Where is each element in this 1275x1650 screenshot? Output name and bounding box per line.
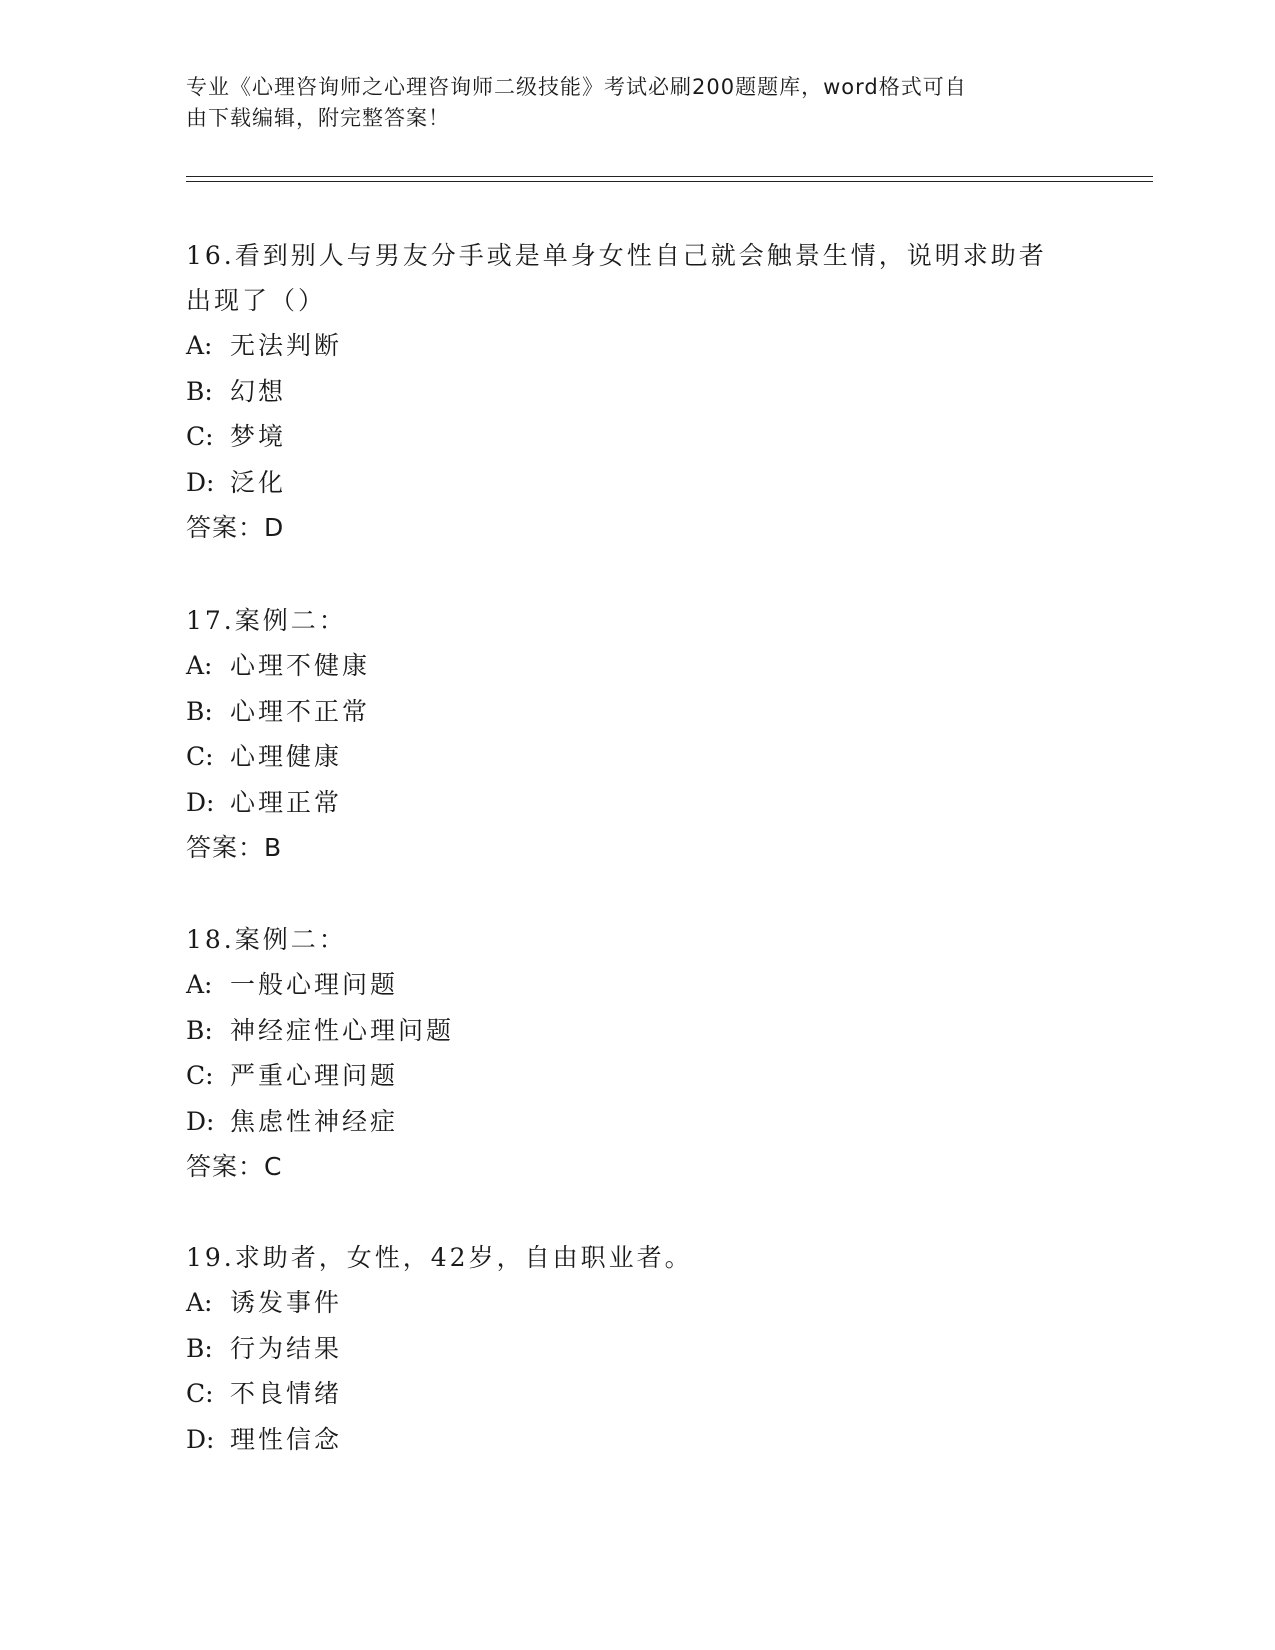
option-letter: D: [186,787,215,817]
option-a [186,962,1086,1008]
question-title [186,917,1086,962]
option-text: 一般心理问题 [230,970,399,999]
question-text-line-1: 求助者，女性，42岁，自由职业者。 [234,1243,693,1272]
answer-line: 答案：C [186,1152,283,1181]
question-number: 16. [186,241,235,270]
option-letter: C: [186,742,214,771]
question-text-line-1: 案例二： [234,606,347,635]
option-text: 心理正常 [230,787,343,817]
answer-line: 答案：D [186,513,285,542]
option-text: 神经症性心理问题 [230,1015,455,1045]
option-c [186,734,1086,780]
option-text: 理性信念 [230,1424,343,1454]
option-letter: A: [186,331,213,360]
option-d [186,1099,1086,1145]
option-text: 梦境 [230,422,287,451]
question-block-16 [186,233,1086,551]
question-block-17 [186,598,1086,871]
option-a [186,643,1086,689]
option-text: 心理不正常 [230,696,371,726]
header-divider-bottom [186,181,1153,182]
option-letter: D: [186,1106,215,1136]
option-letter: C: [186,1061,214,1090]
option-letter: B: [186,696,213,726]
option-text: 泛化 [230,467,287,497]
option-a [186,323,1086,369]
option-text: 无法判断 [230,331,343,360]
option-letter: B: [186,1015,213,1045]
option-b [186,1008,1086,1054]
option-text: 不良情绪 [230,1379,343,1408]
option-text: 幻想 [230,376,287,406]
question-title [186,233,1086,278]
header-line-2: 由下载编辑，附完整答案！ [186,106,450,130]
question-text-line-1: 看到别人与男友分手或是单身女性自己就会触景生情，说明求助者 [234,241,1047,270]
question-title [186,1235,1086,1280]
option-text: 心理健康 [230,742,343,771]
question-block-18 [186,917,1086,1190]
option-text: 心理不健康 [230,651,371,680]
question-number: 18. [186,925,235,954]
question-number: 19. [186,1243,235,1272]
question-title [186,598,1086,643]
option-letter: B: [186,376,213,406]
option-letter: C: [186,1379,214,1408]
answer-line: 答案：B [186,833,283,862]
option-d [186,460,1086,506]
option-letter: D: [186,467,215,497]
option-b [186,689,1086,735]
question-text-line-1: 案例二： [234,925,347,954]
document-header [186,72,1066,134]
question-text-line-2: 出现了（） [186,286,327,315]
option-letter: A: [186,1288,213,1317]
question-number: 17. [186,606,235,635]
option-letter: B: [186,1333,213,1363]
option-text: 诱发事件 [230,1288,343,1317]
option-b [186,369,1086,415]
option-letter: A: [186,970,213,999]
option-b [186,1326,1086,1372]
option-c [186,1053,1086,1099]
option-d [186,780,1086,826]
question-block-19 [186,1235,1086,1462]
option-a [186,1280,1086,1326]
option-letter: D: [186,1424,215,1454]
option-c [186,1371,1086,1417]
option-text: 焦虑性神经症 [230,1106,399,1136]
option-text: 严重心理问题 [230,1061,399,1090]
option-c [186,414,1086,460]
option-letter: C: [186,422,214,451]
header-line-1: 专业《心理咨询师之心理咨询师二级技能》考试必刷200题题库，word格式可自 [186,75,967,99]
option-d [186,1417,1086,1463]
option-text: 行为结果 [230,1333,343,1363]
option-letter: A: [186,651,213,680]
header-divider-top [186,176,1153,177]
